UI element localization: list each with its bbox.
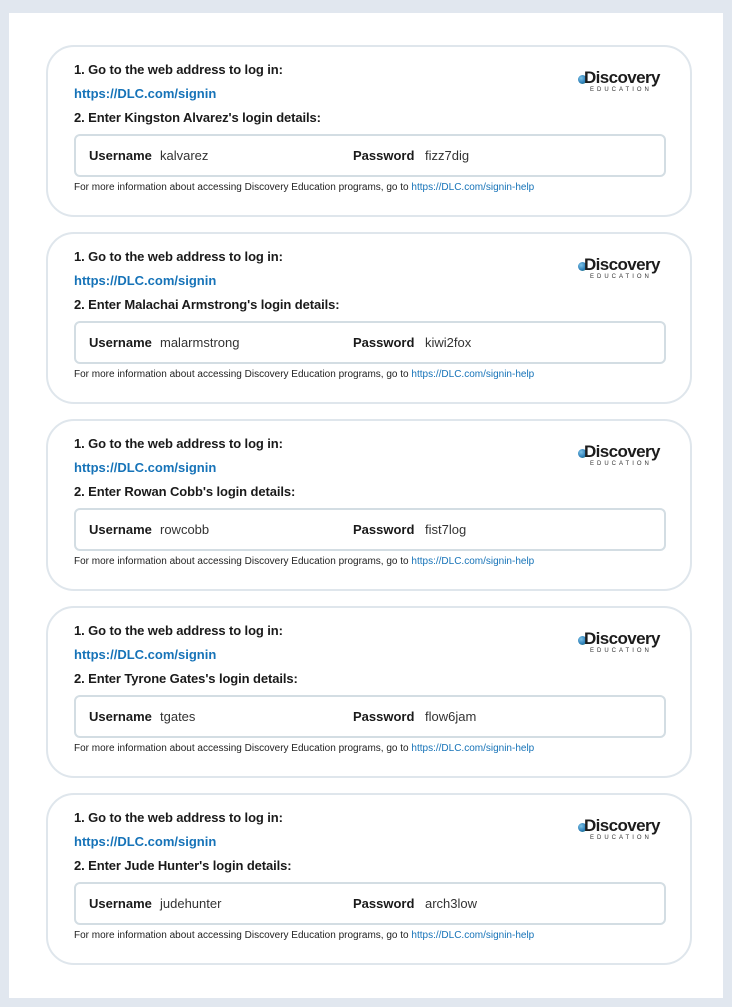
step-2-heading: 2. Enter Jude Hunter's login details:: [74, 858, 292, 873]
signin-link[interactable]: https://DLC.com/signin: [74, 460, 217, 475]
password-value: arch3low: [425, 896, 478, 911]
logo-subtitle: EDUCATION: [590, 461, 652, 467]
password-value: fist7log: [425, 522, 467, 537]
help-info: [74, 743, 534, 754]
logo-wordmark: Discovery: [584, 629, 660, 648]
help-link[interactable]: https://DLC.com/signin-help: [411, 369, 535, 380]
step-1-heading: 1. Go to the web address to log in:: [74, 249, 283, 264]
help-link[interactable]: https://DLC.com/signin-help: [411, 556, 535, 567]
help-link[interactable]: https://DLC.com/signin-help: [411, 182, 535, 193]
help-info-text: For more information about accessing Discovery Education programs, go to: [74, 556, 412, 567]
logo-subtitle: EDUCATION: [590, 87, 652, 93]
discovery-education-logo: [578, 442, 664, 467]
help-info: [74, 182, 534, 193]
password-label: Password: [353, 148, 415, 163]
login-card: [46, 419, 692, 591]
credentials-box: [74, 695, 666, 738]
login-card: [46, 606, 692, 778]
signin-link[interactable]: https://DLC.com/signin: [74, 86, 217, 101]
username-label: Username: [89, 896, 152, 911]
step-2-heading: 2. Enter Rowan Cobb's login details:: [74, 484, 296, 499]
password-label: Password: [353, 896, 415, 911]
username-value: malarmstrong: [160, 335, 240, 350]
password-label: Password: [353, 335, 415, 350]
password-label: Password: [353, 709, 415, 724]
signin-link[interactable]: https://DLC.com/signin: [74, 273, 217, 288]
login-cards-page: [9, 13, 723, 998]
help-link[interactable]: https://DLC.com/signin-help: [411, 930, 535, 941]
discovery-education-logo: [578, 629, 664, 654]
logo-wordmark: Discovery: [584, 255, 660, 274]
help-info-text: For more information about accessing Discovery Education programs, go to: [74, 369, 412, 380]
step-1-heading: 1. Go to the web address to log in:: [74, 810, 283, 825]
credentials-box: [74, 321, 666, 364]
username-value: rowcobb: [160, 522, 210, 537]
help-info-text: For more information about accessing Discovery Education programs, go to: [74, 930, 412, 941]
logo-wordmark: Discovery: [584, 442, 660, 461]
help-info-text: For more information about accessing Discovery Education programs, go to: [74, 182, 412, 193]
username-label: Username: [89, 148, 152, 163]
step-1-heading: 1. Go to the web address to log in:: [74, 623, 283, 638]
help-info: [74, 556, 534, 567]
login-card: [46, 232, 692, 404]
credentials-box: [74, 508, 666, 551]
step-1-heading: 1. Go to the web address to log in:: [74, 62, 283, 77]
login-card: [46, 793, 692, 965]
step-2-heading: 2. Enter Tyrone Gates's login details:: [74, 671, 298, 686]
help-info: [74, 930, 534, 941]
username-label: Username: [89, 522, 152, 537]
credentials-box: [74, 882, 666, 925]
username-label: Username: [89, 335, 152, 350]
login-card: [46, 45, 692, 217]
username-value: judehunter: [160, 896, 222, 911]
username-label: Username: [89, 709, 152, 724]
help-link[interactable]: https://DLC.com/signin-help: [411, 743, 535, 754]
logo-subtitle: EDUCATION: [590, 648, 652, 654]
step-2-heading: 2. Enter Malachai Armstrong's login details:: [74, 297, 340, 312]
discovery-education-logo: [578, 816, 664, 841]
logo-wordmark: Discovery: [584, 68, 660, 87]
password-label: Password: [353, 522, 415, 537]
discovery-education-logo: [578, 68, 664, 93]
password-value: fizz7dig: [425, 148, 470, 163]
password-value: kiwi2fox: [425, 335, 472, 350]
step-1-heading: 1. Go to the web address to log in:: [74, 436, 283, 451]
signin-link[interactable]: https://DLC.com/signin: [74, 834, 217, 849]
discovery-education-logo: [578, 255, 664, 280]
credentials-box: [74, 134, 666, 177]
username-value: kalvarez: [160, 148, 209, 163]
logo-subtitle: EDUCATION: [590, 835, 652, 841]
help-info-text: For more information about accessing Discovery Education programs, go to: [74, 743, 412, 754]
step-2-heading: 2. Enter Kingston Alvarez's login details:: [74, 110, 321, 125]
logo-wordmark: Discovery: [584, 816, 660, 835]
logo-subtitle: EDUCATION: [590, 274, 652, 280]
username-value: tgates: [160, 709, 196, 724]
help-info: [74, 369, 534, 380]
signin-link[interactable]: https://DLC.com/signin: [74, 647, 217, 662]
password-value: flow6jam: [425, 709, 477, 724]
